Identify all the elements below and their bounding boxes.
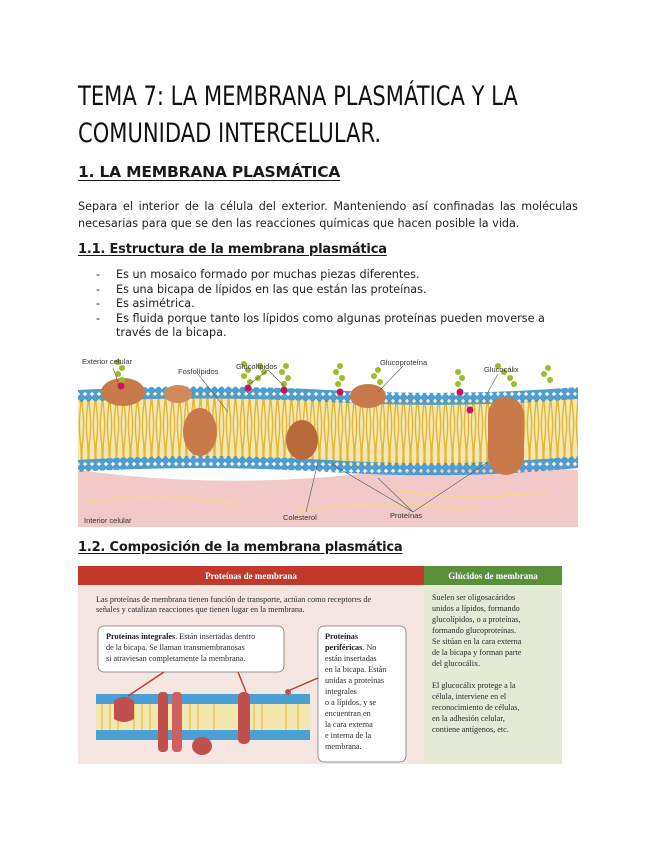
glucidos-line: Se sitúan en la cara externa [432,637,522,646]
page-title-line-2: COMUNIDAD INTERCELULAR. [78,118,382,149]
intro-line: Las proteínas de membrana tienen función de transporte, actúan como receptores de [96,595,372,604]
perifericas-line: encuentran en [325,709,371,718]
intro-line: señales y catalizan reacciones que tienen lugar en la membrana. [96,605,305,614]
perifericas-line: están insertadas [325,654,377,663]
label-glucolipidos: Glucolípidos [236,362,278,371]
integral-protein [183,408,217,456]
perifericas-line: membrana. [325,742,362,751]
bullet-item: - Es una bicapa de lípidos en las que están las proteínas. [96,283,578,298]
perifericas-line: o a lípidos, y se [325,698,377,707]
label-colesterol: Colesterol [283,513,317,522]
label-interior: Interior celular [84,516,132,525]
glucidos-line: del glucocálix. [432,659,481,668]
perifericas-line: e interna de la [325,731,372,740]
section-paragraph: Separa el interior de la célula del exterior. Manteniendo así confinadas las moléculas necesarias para que se den las reacciones químicas que hacen posible la vida. [78,200,578,230]
bullet-item: - Es asimétrica. [96,297,578,312]
glucidos-line: en la adhesión celular, [432,714,505,723]
integrales-line: Proteínas integrales. Están insertadas dentro [106,632,256,641]
perifericas-line: periféricas. No [325,643,377,652]
perifericas-title: Proteínas [325,632,359,641]
glucidos-line: formando glucoproteínas. [432,626,517,635]
perifericas-line: en la bicapa. Están [325,665,387,674]
structure-bullet-list [96,268,578,341]
bullet-item: - Es un mosaico formado por muchas piezas diferentes. [96,268,578,283]
glucidos-line: célula, interviene en el [432,692,507,701]
label-glucoproteina: Glucoproteína [380,358,428,367]
glucidos-line: contiene antígenos, etc. [432,725,509,734]
glucidos-line: Suelen ser oligosacáridos [432,593,516,602]
label-proteinas: Proteínas [390,511,423,520]
label-fosfolipidos: Fosfolípidos [178,367,219,376]
label-exterior: Exterior celular [82,357,133,366]
glucidos-line: reconocimiento de células, [432,703,520,712]
glucidos-line: unidos a lípidos, formando [432,604,520,613]
integrales-line: si atraviesan completamente la membrana. [106,654,246,663]
integrales-line: de la bicapa. Se llaman transmembranosas [106,643,245,652]
membrane-composition-figure [78,566,562,764]
glucidos-line: glucolípidos, o a proteínas, [432,615,521,624]
perifericas-line: la cara externa [325,720,373,729]
perifericas-line: unidas a proteínas [325,676,385,685]
glucidos-line: de la bicapa y forman parte [432,648,522,657]
label-glucocalix: Glucocálix [484,365,519,374]
transmembrane-protein [488,397,524,475]
subsection-heading-composicion: 1.2. Composición de la membrana plasmática [78,540,403,555]
perifericas-line: integrales [325,687,357,696]
section-heading-membrana: 1. LA MEMBRANA PLASMÁTICA [78,163,341,181]
membrane-structure-figure [78,352,578,527]
page-title-line-1: TEMA 7: LA MEMBRANA PLASMÁTICA Y LA [78,81,518,112]
subsection-heading-estructura: 1.1. Estructura de la membrana plasmática [78,242,387,257]
header-proteinas: Proteínas de membrana [205,571,297,581]
page-title [78,78,578,152]
bullet-item: - Es fluida porque tanto los lípidos como algunas proteínas pueden moverse a través de la bicapa. [96,312,578,341]
glucidos-line: El glucocálix protege a la [432,681,516,690]
header-glucidos: Glúcidos de membrana [448,571,538,581]
